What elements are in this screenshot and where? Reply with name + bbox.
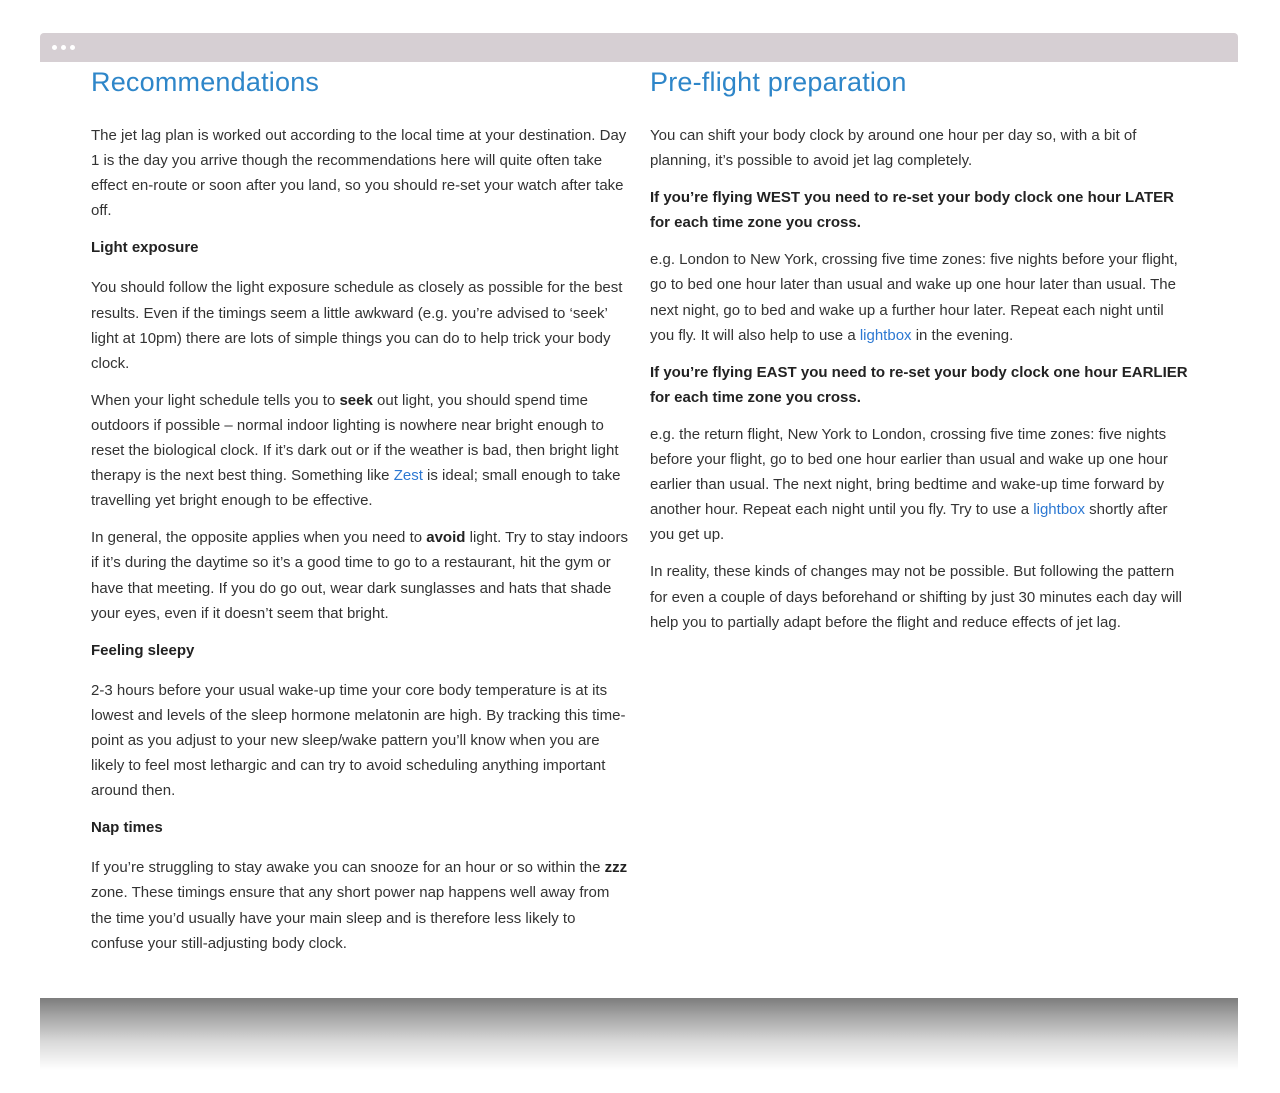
window-dot-icon[interactable]: [61, 45, 66, 50]
page-content: [40, 62, 1238, 998]
text-run: In general, the opposite applies when you need to: [91, 529, 427, 547]
pre-flight-title: Pre-flight preparation: [650, 67, 907, 97]
emphasis-seek: seek: [339, 391, 373, 409]
text-run: out light, you should spend time outdoors if possible – normal indoor lighting is nowhere near bright enough to reset the biological clock. If it’s dark out or if the weather is bad, then bright light therapy is the next best thing. Something like: [91, 391, 619, 485]
text-run: If you’re struggling to stay awake you can snooze for an hour or so within the: [91, 859, 605, 877]
emphasis-avoid: avoid: [426, 529, 466, 547]
lightbox-link[interactable]: lightbox: [1033, 501, 1085, 519]
text-run: When your light schedule tells you to: [91, 391, 340, 409]
light-exposure-paragraph-3: [91, 525, 631, 625]
window-dot-icon[interactable]: [52, 45, 57, 50]
flying-east-heading: If you’re flying EAST you need to re-set your body clock one hour EARLIER for each time zone you cross.: [650, 363, 1188, 406]
nap-times-heading: Nap times: [91, 819, 163, 837]
text-run: in the evening.: [911, 326, 1014, 344]
browser-window: [40, 33, 1238, 998]
text-run: e.g. the return flight, New York to London, crossing five time zones: five nights before your flight, go to bed one hour earlier than usual and wake up one hour earlier than usual. The next night, bring bedtime and wake-up time forward by another hour. Repeat each night until you fly. Try to use a: [650, 425, 1168, 519]
flying-west-heading: If you’re flying WEST you need to re-set your body clock one hour LATER for each time zone you cross.: [650, 189, 1174, 232]
text-run: e.g. London to New York, crossing five time zones: five nights before your flight, go to bed one hour later than usual and wake up one hour later than usual. The next night, go to bed and wake up a further hour later. Repeat each night until you fly. It will also help to use a: [650, 251, 1178, 344]
text-run: is ideal; small enough to take travelling yet bright enough to be effective.: [91, 467, 621, 510]
text-run: light. Try to stay indoors if it’s during the daytime so it’s a good time to go to a restaurant, hit the gym or have that meeting. If you do go out, wear dark sunglasses and hats that shade your eyes, even if it doesn’t seem that bright.: [91, 529, 629, 622]
pre-flight-column: [650, 62, 1190, 647]
window-shadow: [40, 998, 1238, 1070]
window-controls: [52, 45, 75, 50]
recommendations-column: [91, 62, 631, 968]
emphasis-zzz: zzz: [604, 859, 628, 877]
window-dot-icon[interactable]: [70, 45, 75, 50]
recommendations-intro: The jet lag plan is worked out according to the local time at your destination. Day 1 is the day you arrive though the recommendations here will quite often take effect en-route or soon after you land, so you should re-set your watch after take off.: [91, 127, 627, 220]
pre-flight-intro: You can shift your body clock by around one hour per day so, with a bit of planning, it’s possible to avoid jet lag completely.: [650, 127, 1137, 170]
zest-link[interactable]: Zest: [393, 467, 423, 485]
recommendations-title: Recommendations: [91, 67, 320, 97]
lightbox-link[interactable]: lightbox: [859, 326, 912, 344]
light-exposure-paragraph-2: [91, 388, 631, 513]
flying-west-paragraph: [650, 247, 1190, 347]
feeling-sleepy-paragraph: 2-3 hours before your usual wake-up time your core body temperature is at its lowest and levels of the sleep hormone melatonin are high. By tracking this time-point as you adjust to your new sleep/wake pattern you’ll know when you are likely to feel most lethargic and can try to avoid scheduling anything important around then.: [91, 681, 626, 800]
reality-paragraph: In reality, these kinds of changes may not be possible. But following the pattern for even a couple of days beforehand or shifting by just 30 minutes each day will help you to partially adapt before the flight and reduce effects of jet lag.: [650, 563, 1182, 631]
feeling-sleepy-heading: Feeling sleepy: [91, 641, 195, 659]
nap-times-paragraph: [91, 855, 631, 955]
text-run: shortly after you get up.: [650, 501, 1168, 544]
flying-east-paragraph: [650, 422, 1190, 547]
window-titlebar[interactable]: [40, 33, 1238, 62]
light-exposure-paragraph-1: You should follow the light exposure schedule as closely as possible for the best results. Even if the timings seem a little awkward (e.g. you’re advised to ‘seek’ light at 10pm) there are lots of simple things you can do to help trick your body clock.: [91, 279, 623, 372]
text-run: zone. These timings ensure that any short power nap happens well away from the time you’d usually have your main sleep and is therefore less likely to confuse your still-adjusting body clock.: [91, 884, 610, 952]
light-exposure-heading: Light exposure: [91, 239, 199, 257]
